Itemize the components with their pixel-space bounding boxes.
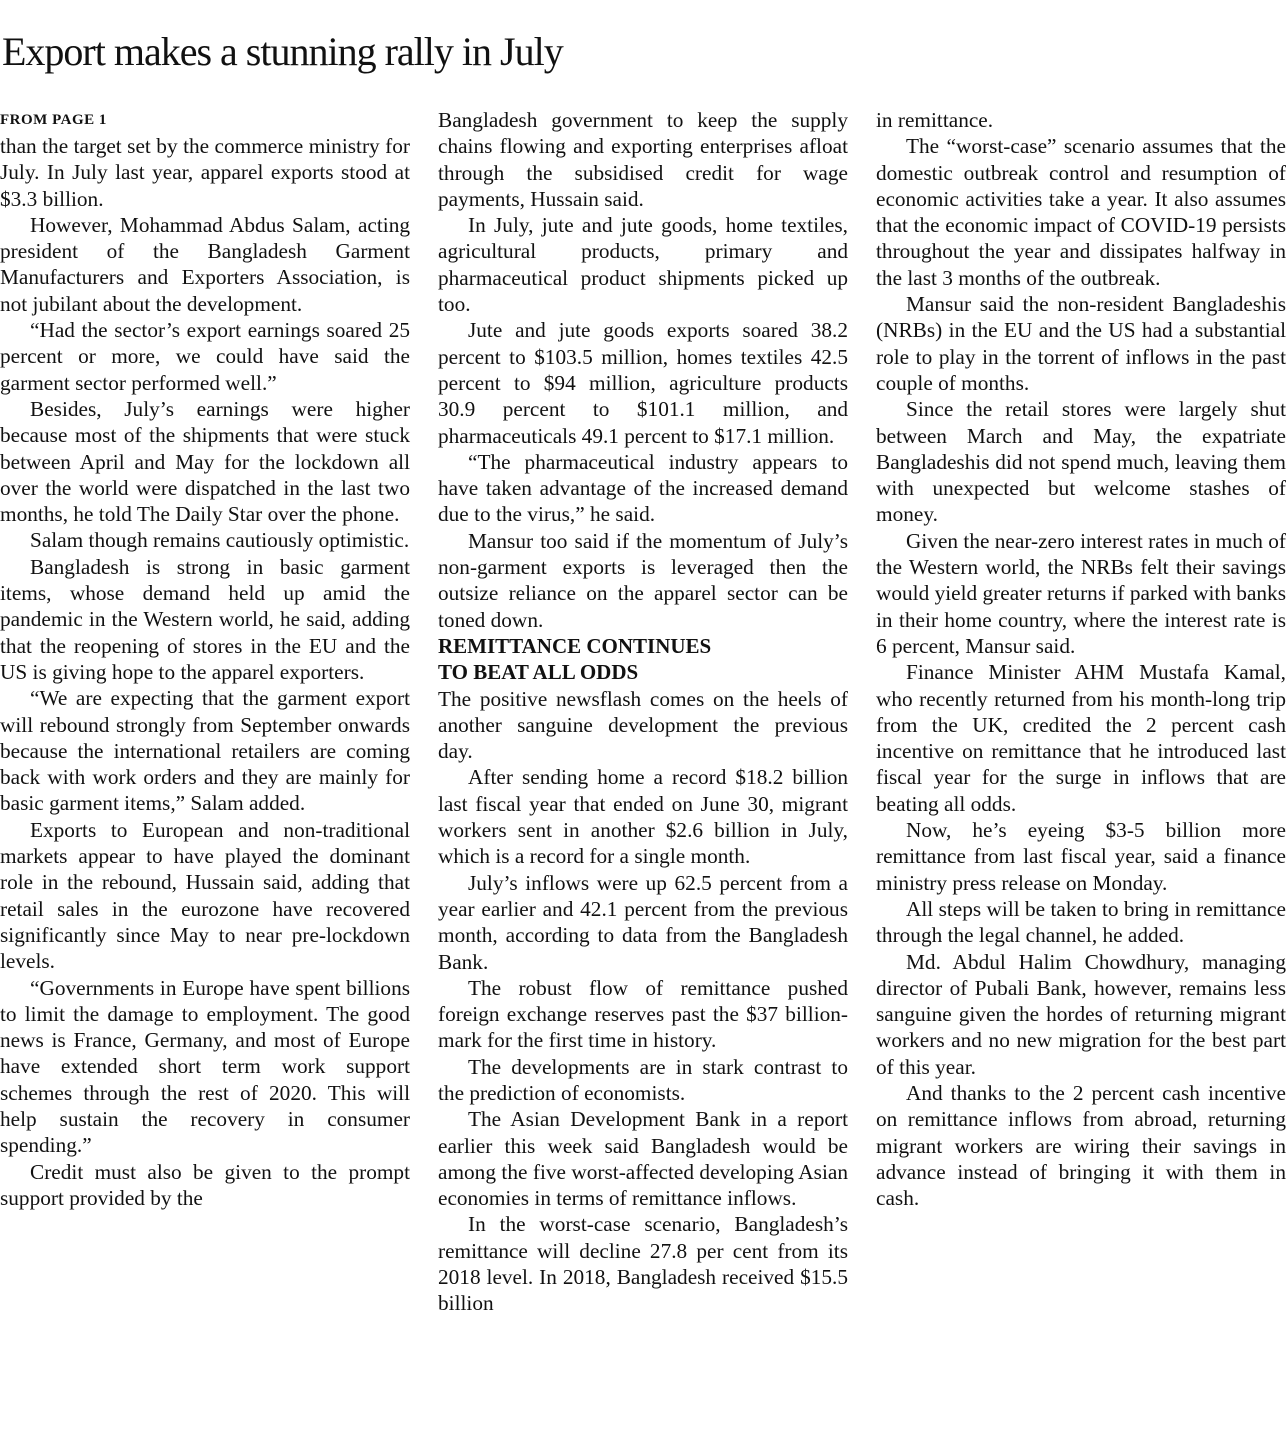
paragraph: Bangladesh is strong in basic garment items, whose demand held up amid the pandemic in the Western world, he said, adding that the reopening of stores in the EU and the US is giving hope to the apparel exporters.: [0, 554, 410, 684]
paragraph: Salam though remains cautiously optimistic.: [30, 528, 410, 553]
subhead-line-2: TO BEAT ALL ODDS: [438, 660, 639, 685]
from-page-kicker: FROM PAGE 1: [0, 112, 107, 128]
paragraph: Jute and jute goods exports soared 38.2 percent to $103.5 million, homes textiles 42.5 percent to $94 million, agriculture products 30.9 percent to $101.1 million, and pharmaceuticals 49.1 percent to $17.1 million.: [438, 318, 848, 448]
article-column-2: [438, 107, 848, 1317]
paragraph: “Governments in Europe have spent billions to limit the damage to employment. The good news is France, Germany, and most of Europe have extended short term work support schemes through the rest of 2020. This will help sustain the recovery in consumer spending.”: [0, 975, 410, 1158]
paragraph: Md. Abdul Halim Chowdhury, managing director of Pubali Bank, however, remains less sanguine given the hordes of returning migrant workers and no new migration for the best part of this year.: [876, 949, 1286, 1079]
paragraph: “We are expecting that the garment export will rebound strongly from September onwards because the international retailers are coming back with work orders and they are mainly for basic garment items,” Salam added.: [0, 686, 410, 816]
paragraph: And thanks to the 2 percent cash incentive on remittance inflows from abroad, returning migrant workers are wiring their savings in advance instead of bringing it with them in cash.: [876, 1080, 1286, 1211]
paragraph: Mansur too said if the momentum of July’s non-garment exports is leveraged then the outsize reliance on the apparel sector can be toned down.: [438, 528, 848, 632]
paragraph: The robust flow of remittance pushed foreign exchange reserves past the $37 billion-mark for the first time in history.: [438, 975, 848, 1053]
paragraph: Now, he’s eyeing $3-5 billion more remittance from last fiscal year, said a finance ministry press release on Monday.: [876, 818, 1286, 895]
paragraph: The positive newsflash comes on the heels of another sanguine development the previous day.: [438, 686, 848, 764]
paragraph: in remittance.: [876, 108, 994, 132]
paragraph: Mansur said the non-resident Bangladeshis (NRBs) in the EU and the US had a substantial role to play in the torrent of inflows in the past couple of months.: [876, 292, 1286, 395]
paragraph: After sending home a record $18.2 billion last fiscal year that ended on June 30, migrant workers sent in another $2.6 billion in July, which is a record for a single month.: [438, 765, 848, 869]
paragraph: July’s inflows were up 62.5 percent from a year earlier and 42.1 percent from the previous month, according to data from the Bangladesh Bank.: [438, 870, 848, 974]
paragraph: The “worst-case” scenario assumes that the domestic outbreak control and resumption of economic activities take a year. It also assumes that the economic impact of COVID-19 persists throughout the year and dissipates halfway in the last 3 months of the outbreak.: [876, 134, 1286, 290]
paragraph: “The pharmaceutical industry appears to have taken advantage of the increased demand due to the virus,” he said.: [438, 449, 848, 527]
paragraph: However, Mohammad Abdus Salam, acting president of the Bangladesh Garment Manufacturers and Exporters Association, is not jubilant about the development.: [0, 212, 410, 316]
paragraph: Given the near-zero interest rates in much of the Western world, the NRBs felt their savings would yield greater returns if parked with banks in their home country, where the interest rate is 6 percent, Mansur said.: [876, 528, 1286, 658]
subhead-line-1: REMITTANCE CONTINUES: [438, 633, 712, 658]
section-subhead: [438, 633, 848, 686]
paragraph: Since the retail stores were largely shut between March and May, the expatriate Bangladeshis did not spend much, leaving them with unexpected but welcome stashes of money.: [876, 397, 1286, 527]
paragraph: Finance Minister AHM Mustafa Kamal, who recently returned from his month-long trip from the UK, credited the 2 percent cash incentive on remittance that he introduced last fiscal year for the surge in inflows that are beating all odds.: [876, 660, 1286, 816]
headline: Export makes a stunning rally in July: [2, 29, 563, 74]
paragraph: The Asian Development Bank in a report earlier this week said Bangladesh would be among the five worst-affected developing Asian economies in terms of remittance inflows.: [438, 1107, 848, 1211]
paragraph: Bangladesh government to keep the supply chains flowing and exporting enterprises afloat through the subsidised credit for wage payments, Hussain said.: [438, 108, 848, 211]
paragraph: All steps will be taken to bring in remittance through the legal channel, he added.: [876, 896, 1286, 948]
article-column-1: [0, 107, 410, 1211]
paragraph: Besides, July’s earnings were higher because most of the shipments that were stuck between April and May for the lockdown all over the world were dispatched in the last two months, he told The Daily Star over the phone.: [0, 396, 410, 527]
article-column-3: [876, 107, 1286, 1211]
paragraph: In July, jute and jute goods, home textiles, agricultural products, primary and pharmaceutical product shipments picked up too.: [438, 213, 848, 317]
paragraph: In the worst-case scenario, Bangladesh’s remittance will decline 27.8 per cent from its 2018 level. In 2018, Bangladesh received $15.5 billion: [438, 1212, 848, 1316]
paragraph: Exports to European and non-traditional markets appear to have played the dominant role in the rebound, Hussain said, adding that retail sales in the eurozone have recovered significantly since May to near pre-lockdown levels.: [0, 817, 410, 974]
paragraph: Credit must also be given to the prompt support provided by the: [0, 1159, 410, 1210]
paragraph: “Had the sector’s export earnings soared 25 percent or more, we could have said the garment sector performed well.”: [0, 318, 410, 395]
paragraph: The developments are in stark contrast to the prediction of economists.: [438, 1054, 848, 1105]
paragraph: than the target set by the commerce ministry for July. In July last year, apparel exports stood at $3.3 billion.: [0, 134, 410, 211]
